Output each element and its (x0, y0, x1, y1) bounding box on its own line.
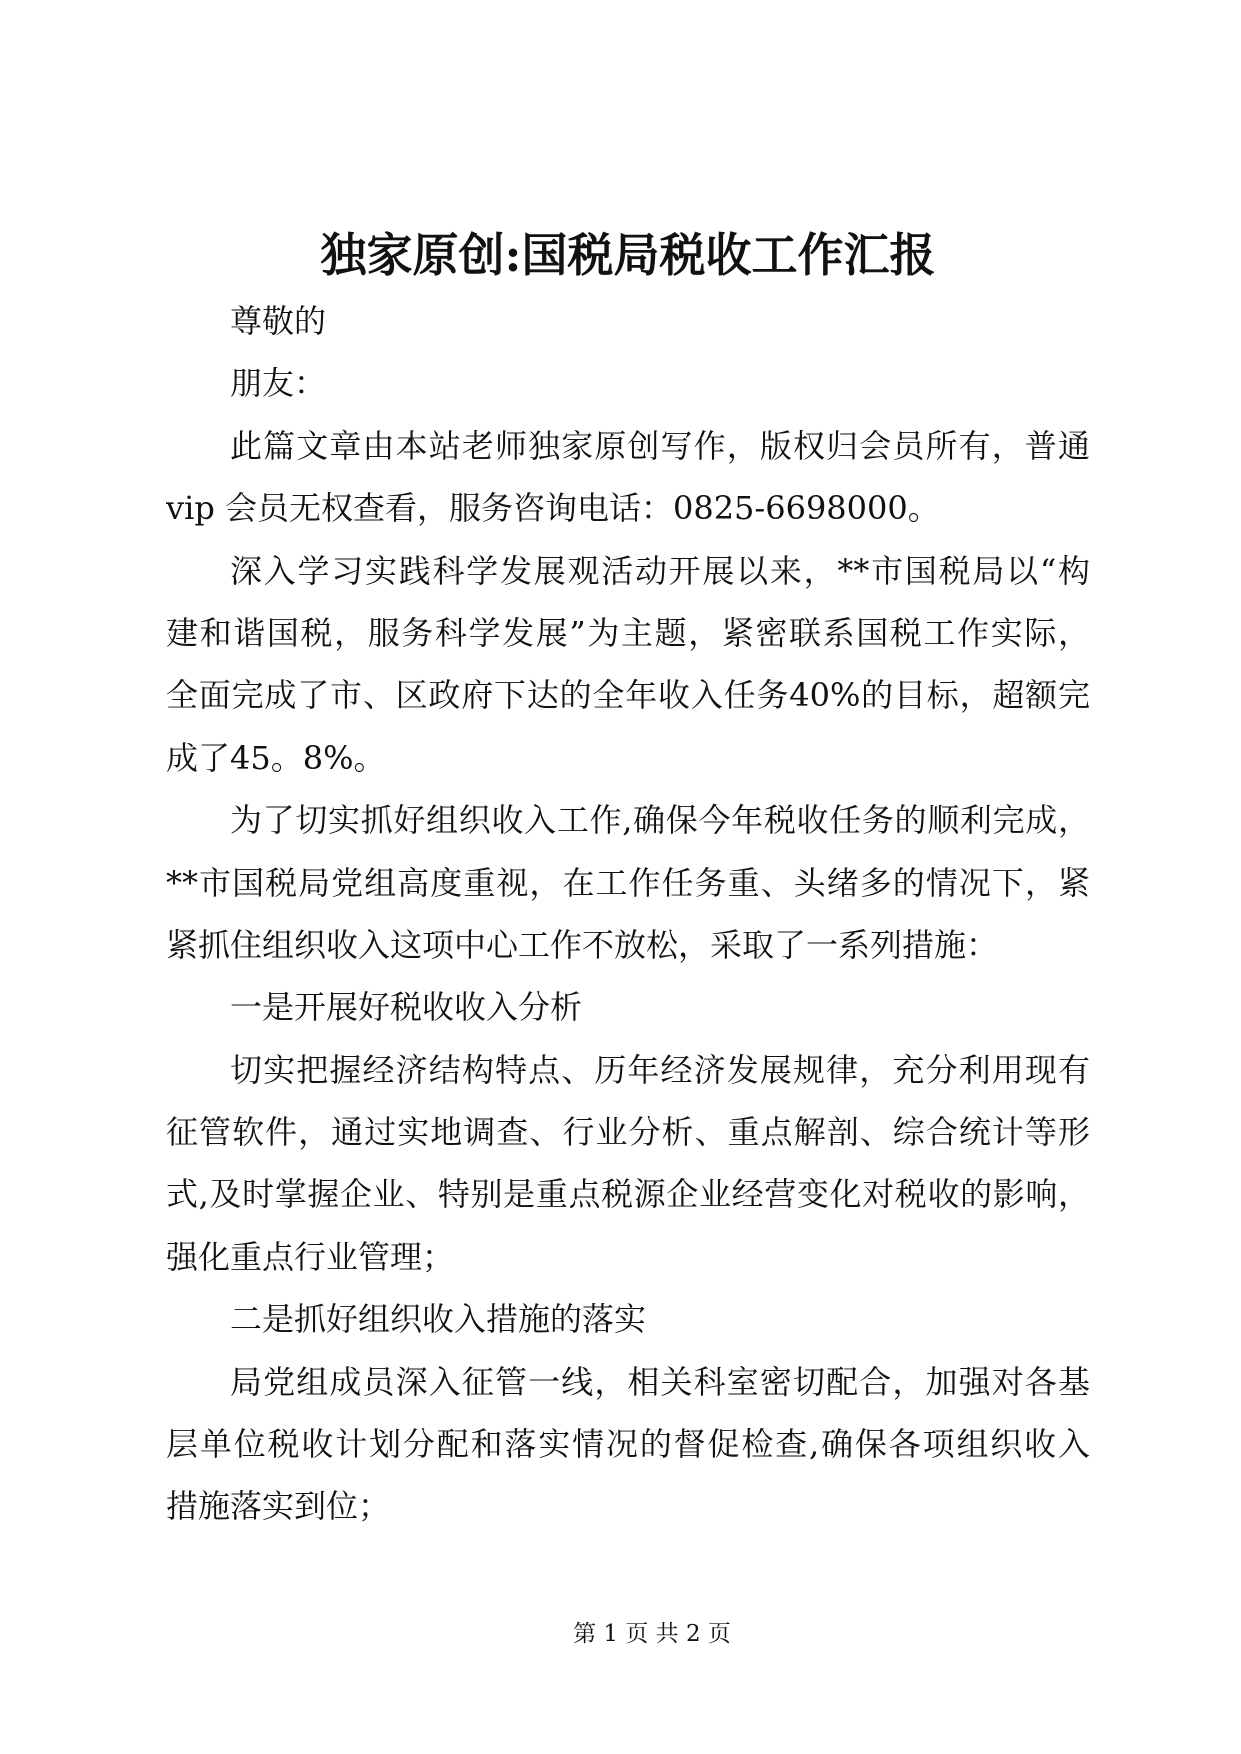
paragraph (166, 290, 1090, 352)
paragraph-line: 切实把握经济结构特点、历年经济发展规律，充分利用现有 (230, 1050, 1090, 1089)
document-body (166, 290, 1090, 1538)
document-title: 独家原创:国税局税收工作汇报 (320, 228, 936, 282)
paragraph-line: 层单位税收计划分配和落实情况的督促检查,确保各项组织收入 (166, 1425, 1090, 1464)
paragraph (166, 1039, 1090, 1289)
paragraph-line: 措施落实到位； (166, 1487, 391, 1526)
paragraph-line: 征管软件，通过实地调查、行业分析、重点解剖、综合统计等形 (166, 1113, 1090, 1152)
paragraph-line: 式,及时掌握企业、特别是重点税源企业经营变化对税收的影响， (166, 1175, 1090, 1214)
paragraph (166, 1351, 1090, 1538)
paragraph-line: 朋友： (230, 364, 327, 403)
page-footer: 第 1 页 共 2 页 (573, 1621, 731, 1647)
paragraph-line: 成了45。8%。 (166, 738, 386, 777)
paragraph-line: 一是开展好税收收入分析 (230, 988, 583, 1027)
paragraph-line: 深入学习实践科学发展观活动开展以来，**市国税局以“构 (230, 551, 1090, 590)
paragraph-line: 为了切实抓好组织收入工作,确保今年税收任务的顺利完成， (230, 801, 1090, 840)
paragraph-line: 强化重点行业管理； (166, 1237, 455, 1276)
paragraph-line: **市国税局党组高度重视，在工作任务重、头绪多的情况下，紧 (166, 863, 1090, 902)
paragraph (166, 540, 1090, 790)
paragraph-line: 建和谐国税，服务科学发展”为主题，紧密联系国税工作实际， (166, 613, 1090, 652)
paragraph-line: 局党组成员深入征管一线，相关科室密切配合，加强对各基 (230, 1362, 1090, 1401)
paragraph (166, 415, 1090, 540)
paragraph-line: 此篇文章由本站老师独家原创写作，版权归会员所有，普通 (230, 426, 1090, 465)
paragraph (166, 789, 1090, 976)
section-heading (166, 1288, 1090, 1350)
section-heading (166, 976, 1090, 1038)
paragraph-line: vip 会员无权查看，服务咨询电话：0825-6698000。 (166, 489, 940, 528)
paragraph-line: 全面完成了市、区政府下达的全年收入任务40%的目标，超额完 (166, 676, 1090, 715)
paragraph-line: 紧抓住组织收入这项中心工作不放松，采取了一系列措施： (166, 925, 999, 964)
paragraph-line: 尊敬的 (230, 302, 327, 340)
paragraph-line: 二是抓好组织收入措施的落实 (230, 1300, 647, 1339)
paragraph (166, 352, 1090, 414)
